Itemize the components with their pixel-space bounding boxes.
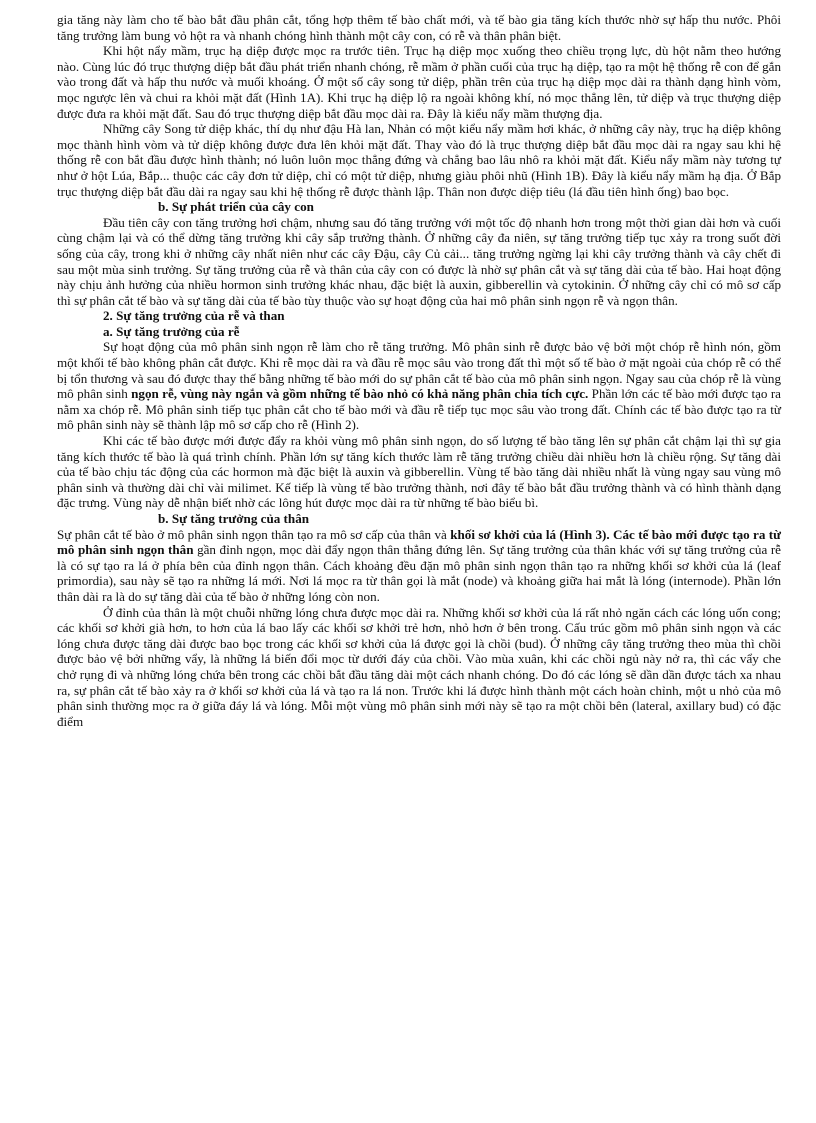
heading-seedling-development: b. Sự phát triển của cây con bbox=[158, 199, 314, 215]
paragraph-bud-structure: Ở đỉnh của thân là một chuỗi những lóng chưa được mọc dài ra. Những khối sơ khởi của lá rất nhỏ ngăn cách các lóng uốn cong; các khối sơ khởi già hơn, to hơn của lá bao lấy các khối sơ khởi trẻ hơn, nhỏ hơn ở bên trong. Cấu trúc gồm mô phân sinh ngọn và các lóng chưa được tăng dài được bao bọc trong các khối sơ khởi của lá được gọi là chồi (bud). Ở những cây tăng trưởng theo mùa thì chồi được bảo vệ bởi những vẩy, là những lá biến đổi mọc từ dưới đáy của chồi. Vào mùa xuân, khi các chồi ngủ này nở ra, thì các vẩy che chở rụng đi và những lóng chứa bên trong các chồi bắt đầu tăng dài một cách nhanh chóng. Do đó các lóng sẽ dần dần được tách xa nhau ra, sự phân cắt tế bào xảy ra ở khối sơ khởi của lá và tạo ra lá non. Trước khi lá được hình thành một cách hoàn chỉnh, một u nhỏ của mô phân sinh thường mọc ra ở giữa đáy lá và lóng. Mỗi một vùng mô phân sinh mới này sẽ tạo ra một chồi bên (lateral, axillary bud) có đặc điểm bbox=[57, 604, 781, 729]
heading-root-growth: a. Sự tăng trưởng của rễ bbox=[103, 323, 240, 339]
paragraph-hypogeal-germination: Những cây Song tử diệp khác, thí dụ như đậu Hà lan, Nhản có một kiểu nẩy mầm hơi khác, ở những cây này, trục hạ diệp không mọc thành hình vòm và tử diệp không được đưa lên khỏi mặt đất. Thay vào đó là trục thượng diệp bắt đầu mọc dài ra ngay sau khi hệ thống rễ con bắt đầu được hình thành; nó luôn luôn mọc thẳng đứng và chẳng bao lâu nhô ra khỏi mặt đất. Kiểu nẩy mầm này tương tự như ở hột Lúa, Bắp... thuộc các cây đơn tử diệp, chỉ có một tử diệp, nhưng giàu phôi nhũ (Hình 1B). Đây là kiểu nẩy mầm hạ địa. Ở Bắp trục thượng diệp bắt đầu dài ra ngay sau khi hệ thống rễ được thành lập. Thân non được diệp tiêu (lá đầu tiên hình ống) bao bọc. bbox=[57, 121, 781, 199]
heading-stem-growth: b. Sự tăng trưởng của thân bbox=[158, 511, 310, 526]
paragraph-shoot-meristem-text-2: gần đỉnh ngọn, mọc dài đẩy ngọn thân thẳng đứng lên. Sự tăng trưởng của thân khác với sự tăng trưởng của rễ là có sự tạo ra lá ở phía bên của đỉnh ngọn thân. Cách khoảng đều đặn mô phân sinh ngọn thân tạo ra những khối sơ khởi của lá (leaf primordia), sau này sẽ tạo ra những lá mới. Nơi lá mọc ra từ thân gọi là mắt (node) và khoảng giữa hai mắt là lóng (internode). Phần lớn thân dài ra là do sự tăng dài của tế bào ở những lóng còn non. bbox=[57, 542, 781, 604]
paragraph-shoot-meristem bbox=[57, 527, 781, 605]
paragraph-root-meristem-text-2: Phần lớn các tế bào mới được tạo ra nằm xa chóp rễ. Mô phân sinh tiếp tục phân cắt cho tế bào mới và đầu rễ tiếp tục mọc sâu vào trong đất. Chính các tế bào được tạo ra từ mô phân sinh này sẽ thành lập mô sơ cấp cho rễ (Hình 2). bbox=[57, 386, 781, 433]
paragraph-root-meristem-text-1: Sự hoạt động của mô phân sinh ngọn rễ làm cho rễ tăng trưởng. Mô phân sinh rễ được bảo vệ bởi một chóp rễ hình nón, gồm một khối tế bào không phân cắt được. Khi rễ mọc dài ra và đầu rễ mọc sâu vào trong đất thì một số tế bào ở mặt ngoài của chóp rễ có thể bị tổn thương và sau đó được thay thế bằng những tế bào mới do sự phân cắt tế bào của mô phân sinh ngọn. Ngay sau của chóp rễ là vùng mô phân sinh bbox=[57, 339, 781, 402]
paragraph-epigeal-germination: Khi hột nẩy mầm, trục hạ diệp được mọc ra trước tiên. Trục hạ diệp mọc xuống theo chiều trọng lực, dù hột nằm theo hướng nào. Cùng lúc đó trục thượng diệp bắt đầu phát triển nhanh chóng, rễ mầm ở phần cuối của trục hạ diệp, tạo ra một hệ thống rễ con để gắn vào trong đất và hấp thu nước và muối khoáng. Ở một số cây song tử diệp, phần trên của trục hạ diệp mọc dài ra thành dạng hình vòm, mọc ngược lên và chui ra khỏi mặt đất (Hình 1A). Khi trục hạ diệp lộ ra ngoài không khí, nó mọc thẳng lên, tử diệp và trục thượng diệp được đưa ra khỏi mặt đất. Sau đó trục thượng diệp bắt đầu mọc dài ra. Đây là kiểu nẩy mầm thượng địa. bbox=[57, 43, 781, 121]
paragraph-root-meristem-bold: ngọn rễ, vùng này ngắn và gồm những tế bào nhỏ có khả năng phân chia tích cực. bbox=[131, 386, 589, 402]
document-page bbox=[57, 12, 781, 729]
paragraph-shoot-meristem-text-1: Sự phân cắt tế bào ở mô phân sinh ngọn thân tạo ra mô sơ cấp của thân và bbox=[57, 526, 451, 542]
paragraph-seedling-growth: Đầu tiên cây con tăng trưởng hơi chậm, nhưng sau đó tăng trưởng với một tốc độ nhanh hơn trong một thời gian dài hơn và cuối cùng chậm lại và có thể dừng tăng trưởng khi cây sắp trưởng thành. Ở những cây đa niên, sự tăng trưởng tiếp tục xảy ra trong suốt đời sống của cây, trong khi ở những cây nhất niên như các cây Đậu, cây Củ cải... tăng trưởng ngừng lại khi cây trưởng thành và cây chết đi sau một mùa sinh trưởng. Sự tăng trưởng của rễ và thân của cây con có được là nhờ sự phân cắt và sự tăng dài của tế bào. Hai hoạt động này chịu ảnh hưởng của nhiều hormon sinh trưởng khác nhau, đặc biệt là auxin, gibberellin và cytokinin. Ở những cây chỉ có mô sơ cấp thì sự phân cắt tế bào và sự tăng dài của tế bào tùy thuộc vào sự hoạt động của hai mô phân sinh ngọn rễ và ngọn thân. bbox=[57, 214, 781, 308]
paragraph-shoot-meristem-bold: khối sơ khởi của lá (Hình 3). Các tế bào mới được tạo ra từ mô phân sinh ngọn thân bbox=[57, 526, 781, 558]
heading-root-stem-growth: 2. Sự tăng trưởng của rễ và than bbox=[103, 308, 285, 324]
paragraph-root-meristem bbox=[57, 339, 781, 433]
paragraph-germination-intro: gia tăng này làm cho tế bào bắt đầu phân cắt, tổng hợp thêm tế bào chất mới, và tế bào gia tăng kích thước nhờ sự hấp thu nước. Phôi tăng trưởng làm bung vỏ hột ra và nhanh chóng hình thành một cây con, có rễ và thân phân biệt. bbox=[57, 12, 781, 43]
paragraph-root-elongation: Khi các tế bào được mới được đẩy ra khỏi vùng mô phân sinh ngọn, do số lượng tế bào tăng lên sự phân cắt chậm lại thì sự gia tăng kích thước tế bào là quá trình chính. Phần lớn sự tăng kích thước làm rễ tăng trưởng chiều dài nhiều hơn là chiều rộng. Sự tăng dài của tế bào chịu tác động của các hormon mà đặc biệt là auxin và gibberellin. Vùng tế bào tăng dài nhiều nhất là vùng ngay sau vùng mô phân sinh và thường dài chỉ vài milimet. Kế tiếp là vùng tế bào trưởng thành, nơi đây tế bào bắt đầu trưởng thành và có hình thành dạng đặc trưng. Vùng này dễ nhận biết nhờ các lông hút được mọc dài ra từ những tế bào biểu bì. bbox=[57, 433, 781, 511]
